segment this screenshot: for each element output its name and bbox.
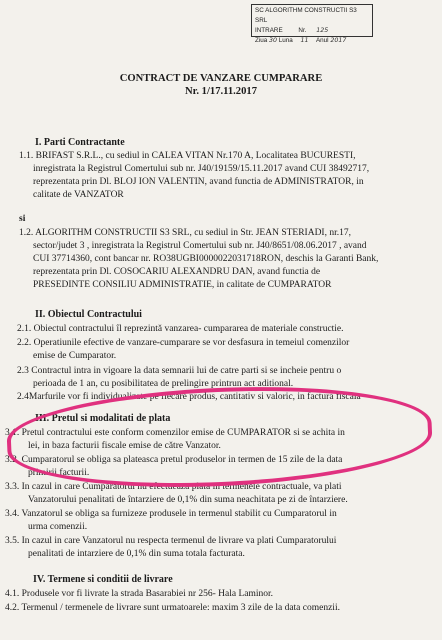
stamp-intrare-label: INTRARE	[255, 27, 283, 34]
clause-3-4-line-1: 3.4. Vanzatorul se obliga sa furnizeze produsele in termenul stabilit cu Cumparatorul in	[5, 509, 337, 519]
clause-1-2-line-1: 1.2. ALGORITHM CONSTRUCTII S3 SRL, cu sediul in Str. JEAN STERIADI, nr.17,	[19, 228, 351, 238]
section-3-heading: III. Pretul si modalitati de plata	[35, 413, 171, 424]
clause-3-5-line-1: 3.5. In cazul in care Vanzatorul nu respecta termenul de livrare va plati Cumparatorului	[5, 536, 337, 546]
clause-3-3-line-1: 3.3. In cazul in care Cumparatorul nu efectueaza plata in termenele contractuale, va plati	[5, 482, 342, 492]
clause-4-1: 4.1. Produsele vor fi livrate la strada Basarabiei nr 256- Hala Laminor.	[5, 589, 274, 599]
clause-2-2-line-2: emise de Cumparator.	[33, 351, 117, 361]
stamp-day: 30	[269, 37, 278, 44]
registration-stamp	[251, 4, 373, 44]
clause-4-2: 4.2. Termenul / termenele de livrare sunt urmatoarele: maxim 3 zile de la data comenzii.	[5, 603, 340, 613]
clause-1-2-line-2: sector/judet 3 , inregistrata la Registrul Comertului sub nr. J40/8651/08.06.2017 , avand	[33, 241, 367, 251]
clause-3-4-line-2: urma comenzii.	[28, 522, 88, 532]
stamp-year-label: Anul	[315, 37, 329, 44]
si-connector: si	[19, 214, 26, 224]
clause-1-2-line-4: reprezentata prin Dl. COSOCARIU ALEXANDRU DAN, avand functia de	[33, 267, 321, 277]
stamp-date-row	[255, 36, 369, 46]
clause-3-1-line-2: lei, in baza facturii fiscale emise de către Vanzator.	[28, 441, 221, 451]
stamp-company: SC ALGORITHM CONSTRUCTII S3 SRL	[255, 7, 357, 24]
clause-3-2-line-1: 3.2. Cumparatorul se obliga sa plateasca pretul produselor in termen de 15 zile de la data	[5, 455, 343, 465]
clause-2-1: 2.1. Obiectul contractului îl reprezintă vanzarea- cumpararea de materiale constructie.	[17, 324, 344, 334]
clause-1-2-line-3: CUI 37714360, cont bancar nr. RO38UGBI0000022031718RON, deschis la Garanti Bank,	[33, 254, 379, 264]
stamp-nr-label: Nr.	[298, 27, 307, 34]
clause-3-3-line-2: Vanzatorului penalitati de întarziere de 0,1% din suma neachitata pe zi de întarziere.	[28, 495, 348, 505]
section-1-heading: I. Parti Contractante	[35, 137, 125, 148]
stamp-date-prefix: Ziua	[255, 37, 268, 44]
stamp-intrare-row	[255, 26, 369, 36]
clause-2-2-line-1: 2.2. Operatiunile efective de vanzare-cumparare se vor desfasura in temeiul comenzilor	[17, 338, 350, 348]
clause-2-3-line-2: perioada de 1 an, cu posibilitatea de prelingire printrun act aditional.	[33, 379, 294, 389]
clause-1-1-line-4: calitate de VANZATOR	[33, 190, 124, 200]
title-number: Nr. 1/17.11.2017	[184, 86, 257, 97]
clause-3-2-line-2: primirii facturii.	[28, 468, 90, 478]
clause-3-1-line-1: 3.1. Pretul contractului este conform comenzilor emise de CUMPARATOR si se achita in	[5, 428, 345, 438]
clause-3-5-line-2: penalitati de intarziere de 0,1% din suma totala facturata.	[28, 549, 245, 559]
clause-1-2-line-5: PRESEDINTE CONSILIU ADMINISTRATIE, in calitate de CUMPARATOR	[33, 280, 332, 290]
section-2-heading: II. Obiectul Contractului	[35, 309, 142, 320]
section-4-heading: IV. Termene si conditii de livrare	[33, 574, 173, 585]
clause-2-3-line-1: 2.3 Contractul intra in vigoare la data semnarii lui de catre parti si se incheie pentru o	[17, 366, 342, 376]
clause-1-1-line-1: 1.1. BRIFAST S.R.L., cu sediul in CALEA VITAN Nr.170 A, Localitatea BUCURESTI,	[19, 151, 356, 161]
stamp-month-label: Luna	[278, 37, 293, 44]
stamp-month: 11	[300, 37, 309, 44]
stamp-nr-value: 125	[316, 27, 329, 34]
stamp-year: 2017	[330, 37, 347, 44]
title-line-1: CONTRACT DE VANZARE CUMPARARE	[119, 73, 323, 84]
contract-title	[0, 72, 442, 98]
clause-1-1-line-2: inregistrata la Registrul Comertului sub nr. J40/19159/15.11.2017 avand CUI 38492717,	[33, 164, 370, 174]
clause-1-1-line-3: reprezentata prin Dl. BLOJ ION VALENTIN, avand functia de ADMINISTRATOR, in	[33, 177, 364, 187]
clause-2-4: 2.4Marfurile vor fi individualizate pe fiecare produs, cantitativ si valoric, in factura fiscala	[17, 392, 361, 402]
